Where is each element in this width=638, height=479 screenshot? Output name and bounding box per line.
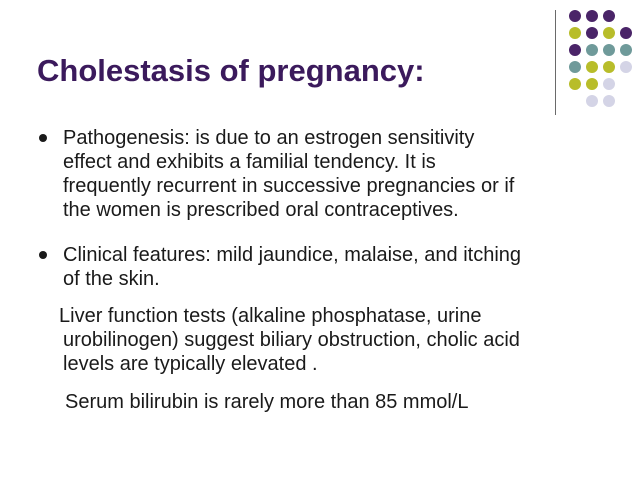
text-line: Pathogenesis: is due to an estrogen sensitivity xyxy=(63,127,475,149)
dot xyxy=(569,44,581,56)
dot xyxy=(569,10,581,22)
dot xyxy=(620,61,632,73)
text-line: levels are typically elevated . xyxy=(63,353,318,375)
dot xyxy=(586,78,598,90)
dot xyxy=(586,10,598,22)
dot xyxy=(569,78,581,90)
text-line: Clinical features: mild jaundice, malaise, and itching xyxy=(63,244,522,266)
dot xyxy=(603,61,615,73)
dot xyxy=(620,27,632,39)
text-line: frequently recurrent in successive pregnancies or if xyxy=(63,175,515,197)
dot xyxy=(586,27,598,39)
bullet-1-text xyxy=(63,126,514,222)
dot xyxy=(586,44,598,56)
dot xyxy=(603,95,615,107)
dot xyxy=(569,27,581,39)
text-line: the women is prescribed oral contraceptives. xyxy=(63,199,459,221)
text-line: Serum bilirubin is rarely more than 85 mmol/L xyxy=(65,391,469,413)
bullet-marker xyxy=(39,251,47,259)
text-line: Liver function tests (alkaline phosphatase, urine xyxy=(59,305,482,327)
dot xyxy=(569,61,581,73)
dot xyxy=(586,95,598,107)
text-line: effect and exhibits a familial tendency. It is xyxy=(63,151,436,173)
text-line: urobilinogen) suggest biliary obstruction, cholic acid xyxy=(63,329,520,351)
paragraph-liver-tests xyxy=(59,304,520,376)
dot xyxy=(603,44,615,56)
title-divider-line xyxy=(555,10,556,115)
dot xyxy=(603,10,615,22)
bullet-2-text xyxy=(63,243,521,291)
text-line: of the skin. xyxy=(63,268,160,290)
dot xyxy=(586,61,598,73)
paragraph-serum-bilirubin xyxy=(65,390,469,414)
dot xyxy=(603,27,615,39)
bullet-marker xyxy=(39,134,47,142)
slide-title: Cholestasis of pregnancy: xyxy=(37,53,425,88)
dot xyxy=(620,44,632,56)
dot xyxy=(603,78,615,90)
